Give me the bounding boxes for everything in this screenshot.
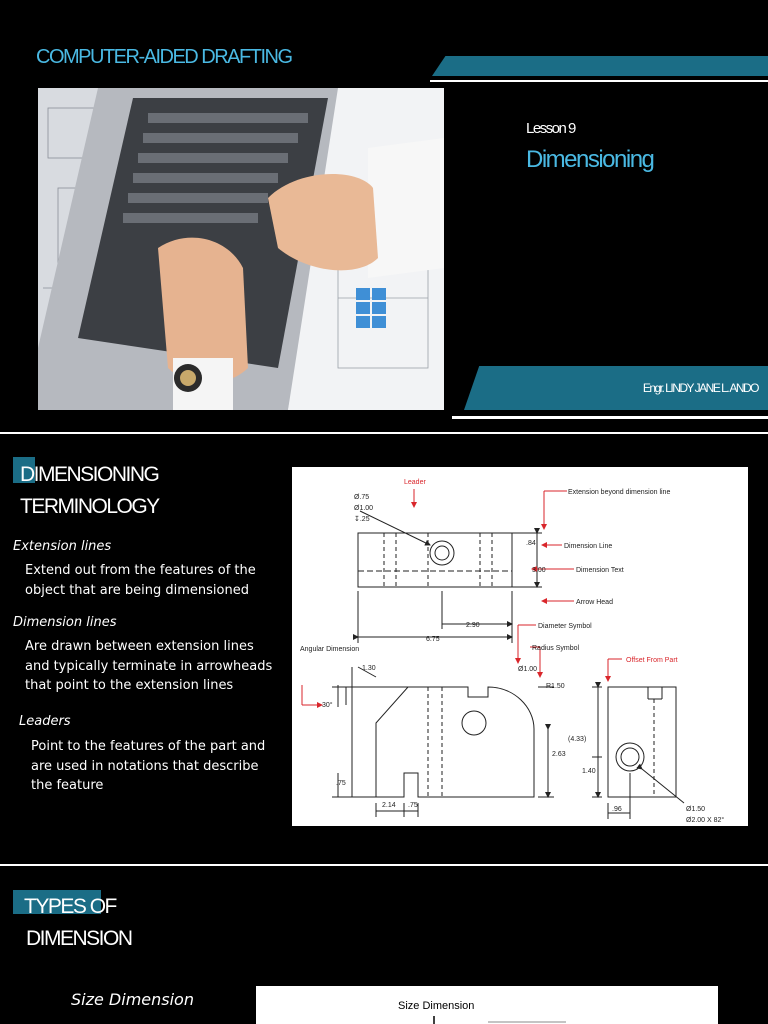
term-extension-lines: Extension lines: [13, 539, 112, 554]
value-r150: R1.50: [546, 683, 565, 690]
teal-accent-bar-top: [432, 56, 768, 76]
label-diameter-symbol: Diameter Symbol: [538, 623, 592, 630]
desc-dimension-lines: Are drawn between extension lines and typically terminate in arrowheads that point to the extension lines: [25, 639, 273, 693]
value-d075: Ø.75: [354, 494, 370, 501]
laptop-drafting-photo: [38, 88, 444, 410]
value-675: 6.75: [426, 636, 440, 643]
label-dimension-text: Dimension Text: [576, 567, 624, 574]
value-angle: 30°: [322, 702, 333, 709]
value-depth: ↧.25: [354, 516, 370, 523]
white-accent-line-top: [430, 80, 768, 82]
dimensioning-diagram: [292, 467, 748, 826]
value-433: (4.33): [568, 736, 587, 743]
value-300: 3.00: [532, 567, 546, 574]
size-dimension-subheading: Size Dimension: [71, 990, 194, 1009]
value-290: 2.90: [466, 622, 480, 629]
label-arrow-head: Arrow Head: [576, 599, 613, 606]
lesson-label: Lesson 9: [526, 120, 575, 137]
section-heading-line2: TERMINOLOGY: [20, 495, 159, 518]
value-214: 2.14: [382, 802, 396, 809]
size-dimension-diagram-label: Size Dimension: [398, 1000, 475, 1012]
label-leader: Leader: [404, 479, 426, 486]
value-084: .84: [526, 540, 536, 547]
white-accent-line-bottom: [452, 416, 768, 419]
value-d100: Ø1.00: [354, 505, 374, 512]
size-dimension-diagram: [256, 986, 718, 1024]
value-140: 1.40: [582, 768, 596, 775]
label-extension: Extension beyond dimension line: [568, 489, 671, 496]
value-075a: .75: [336, 780, 346, 787]
types-of-dimension-slide: [0, 866, 768, 1024]
section-heading-line1: DIMENSIONING: [20, 463, 159, 486]
label-dimension-line: Dimension Line: [564, 543, 613, 550]
value-075b: .75: [408, 802, 418, 809]
author-name: Engr. LINDY JANE L. ANDO: [642, 381, 758, 395]
types-heading-line1: TYPES OF: [24, 895, 116, 918]
value-130: 1.30: [362, 665, 376, 672]
value-phi150: Ø1.50: [686, 806, 706, 813]
value-csk: Ø2.00 X 82°: [686, 817, 725, 824]
desc-extension-lines: Extend out from the features of the object that are being dimensioned: [25, 563, 256, 598]
term-dimension-lines: Dimension lines: [13, 615, 117, 630]
title-slide: [0, 0, 768, 420]
value-phi100: Ø1.00: [518, 666, 538, 673]
value-263: 2.63: [552, 751, 566, 758]
desc-leaders: Point to the features of the part and are used in notations that describe the feature: [31, 739, 266, 793]
lesson-title: Dimensioning: [526, 146, 654, 173]
label-angular: Angular Dimension: [300, 646, 360, 653]
label-offset: Offset From Part: [626, 657, 678, 664]
size-dimension-sketch: [256, 986, 718, 1024]
term-leaders: Leaders: [19, 714, 71, 729]
types-heading-line2: DIMENSION: [26, 927, 132, 950]
terminology-slide: [0, 434, 768, 864]
value-096: .96: [612, 806, 622, 813]
label-radius-symbol: Radius Symbol: [532, 645, 580, 652]
course-title: COMPUTER-AIDED DRAFTING: [36, 46, 292, 68]
